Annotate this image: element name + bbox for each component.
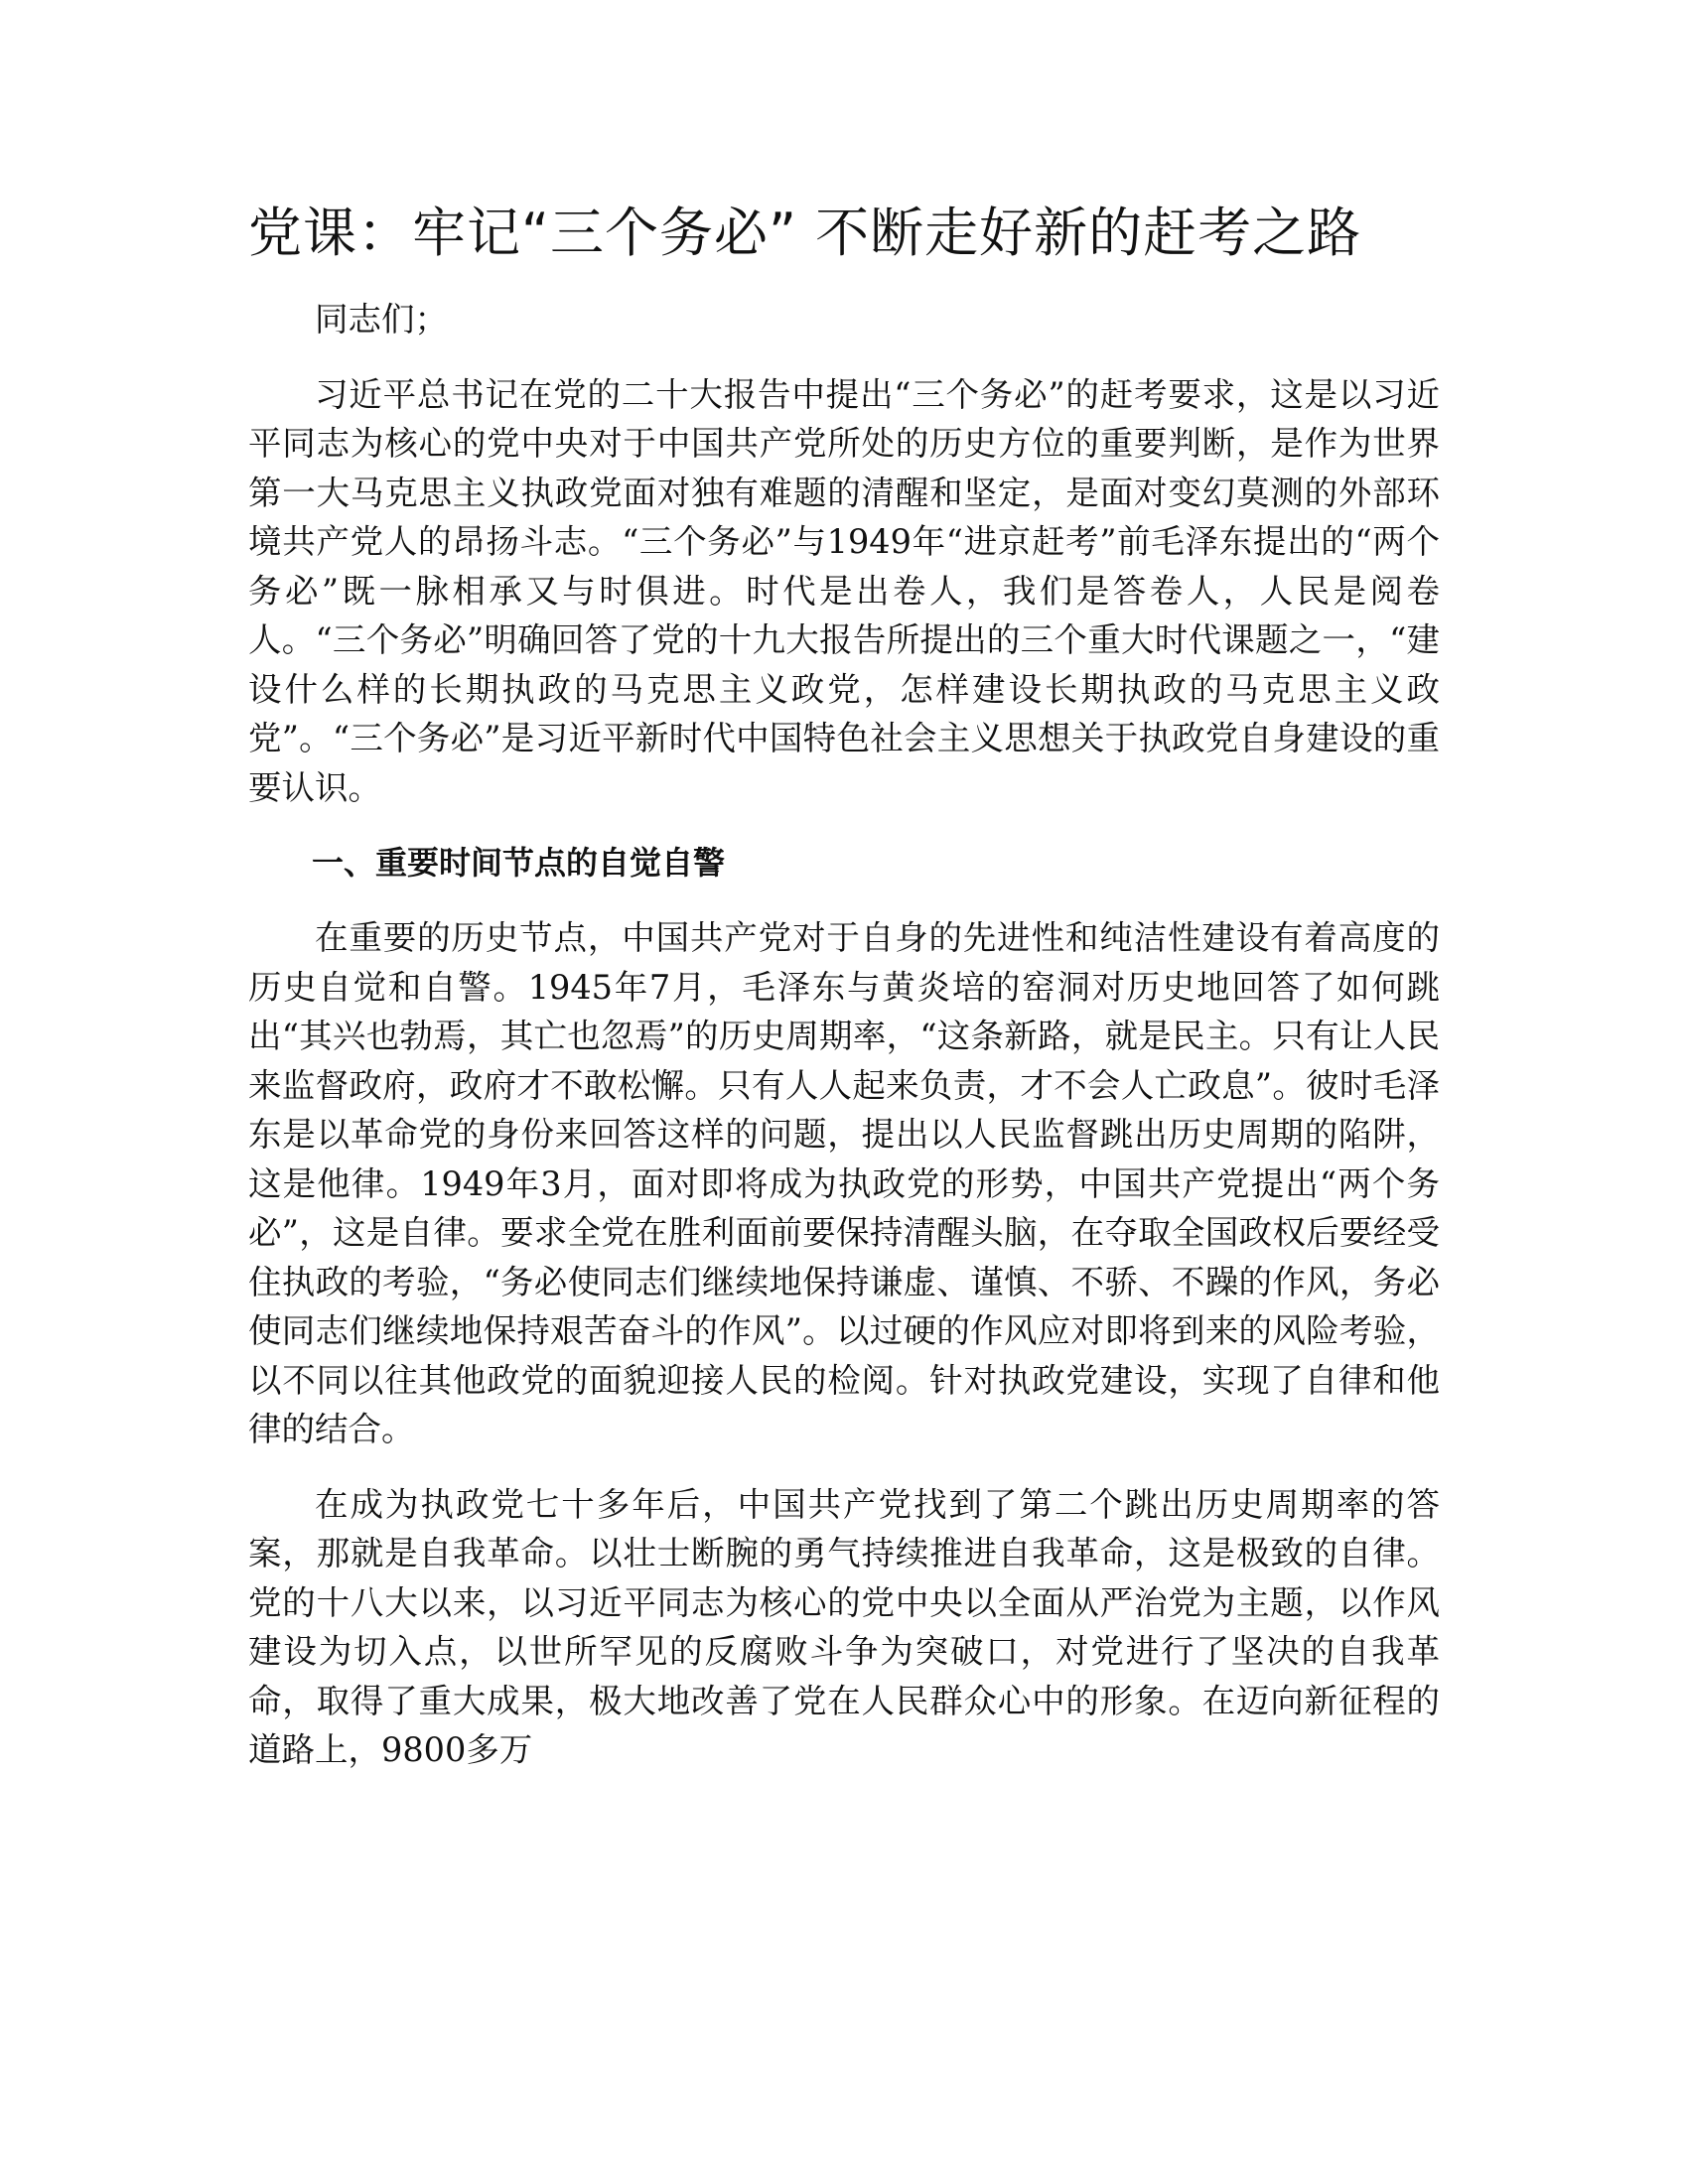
body-paragraph: 在重要的历史节点，中国共产党对于自身的先进性和纯洁性建设有着高度的历史自觉和自警。1945年7月，毛泽东与黄炎培的窑洞对历史地回答了如何跳出“其兴也勃焉，其亡也忽焉”的历史周期率，“这条新路，就是民主。只有让人民来监督政府，政府才不敢松懈。只有人人起来负责，才不会人亡政息”。彼时毛泽东是以革命党的身份来回答这样的问题，提出以人民监督跳出历史周期的陷阱，这是他律。1949年3月，面对即将成为执政党的形势，中国共产党提出“两个务必”，这是自律。要求全党在胜利面前要保持清醒头脑，在夺取全国政权后要经受住执政的考验，“务必使同志们继续地保持谦虚、谨慎、不骄、不躁的作风，务必使同志们继续地保持艰苦奋斗的作风”。以过硬的作风应对即将到来的风险考验，以不同以往其他政党的面貌迎接人民的检阅。针对执政党建设，实现了自律和他律的结合。 [248,918,1440,1448]
document-title: 党课：牢记“三个务必” 不断走好新的赶考之路 [248,202,1362,264]
greeting-paragraph: 同志们； [315,300,448,339]
body-paragraph: 在成为执政党七十多年后，中国共产党找到了第二个跳出历史周期率的答案，那就是自我革命。以壮士断腕的勇气持续推进自我革命，这是极致的自律。党的十八大以来，以习近平同志为核心的党中央以全面从严治党为主题，以作风建设为切入点，以世所罕见的反腐败斗争为突破口，对党进行了坚决的自我革命，取得了重大成果，极大地改善了党在人民群众心中的形象。在迈向新征程的道路上，9800多万 [248,1484,1440,1769]
section-heading: 一、重要时间节点的自觉自警 [312,844,726,882]
intro-paragraph: 习近平总书记在党的二十大报告中提出“三个务必”的赶考要求，这是以习近平同志为核心的党中央对于中国共产党所处的历史方位的重要判断，是作为世界第一大马克思主义执政党面对独有难题的清醒和坚定，是面对变幻莫测的外部环境共产党人的昂扬斗志。“三个务必”与1949年“进京赶考”前毛泽东提出的“两个务必”既一脉相承又与时俱进。时代是出卷人，我们是答卷人，人民是阅卷人。“三个务必”明确回答了党的十九大报告所提出的三个重大时代课题之一，“建设什么样的长期执政的马克思主义政党，怎样建设长期执政的马克思主义政党”。“三个务必”是习近平新时代中国特色社会主义思想关于执政党自身建设的重要认识。 [248,374,1440,807]
